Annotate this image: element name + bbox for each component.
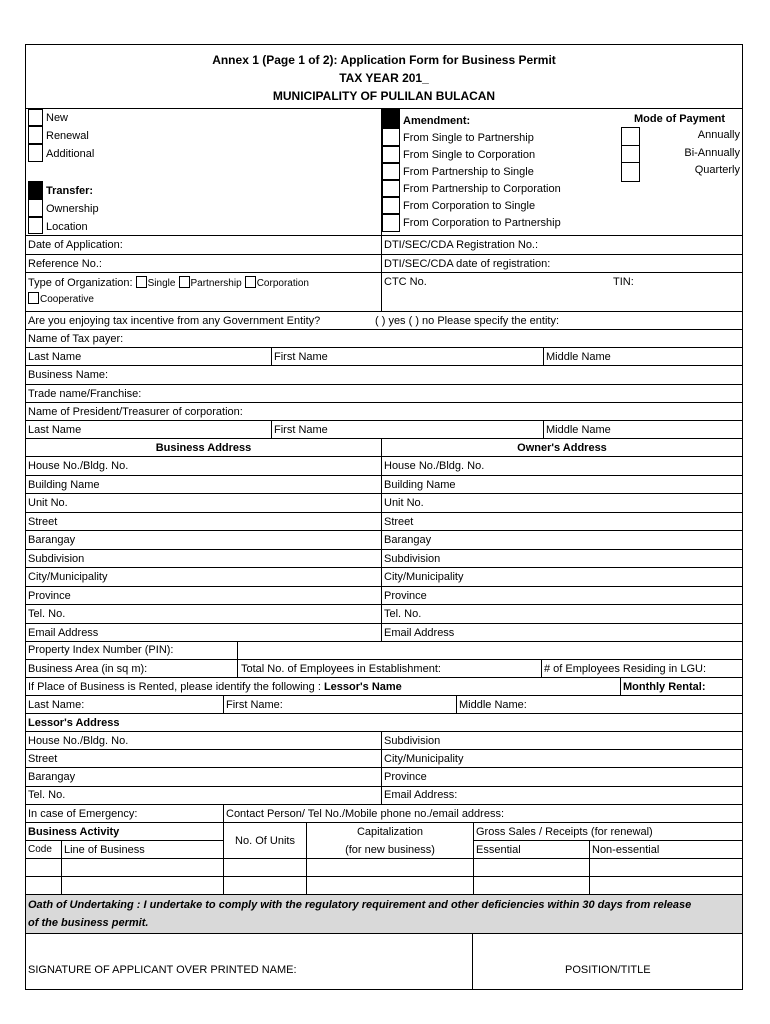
payment-title: Mode of Payment <box>634 113 726 125</box>
owner-address-field: Unit No. <box>384 497 424 509</box>
date-of-application-label: Date of Application: <box>28 239 123 251</box>
owner-address-field: Province <box>384 589 427 602</box>
oath-text-2: of the business permit. <box>28 917 149 929</box>
business-address-field: City/Municipality <box>28 571 108 583</box>
lessor-subdivision-label: Subdivision <box>384 735 441 747</box>
oath-separator: : <box>133 899 144 911</box>
taxpayer-middle-name-label: Middle Name <box>546 351 611 363</box>
org-cooperative <box>28 292 94 307</box>
taxpayer-last-name-label: Last Name <box>28 351 82 363</box>
amend-option: From Single to Corporation <box>403 149 536 161</box>
signature-applicant-label: SIGNATURE OF APPLICANT OVER PRINTED NAME: <box>28 964 297 976</box>
oath-label: Oath of Undertaking <box>28 899 134 911</box>
business-address-field: Building Name <box>28 478 100 491</box>
lessor-email-label: Email Address: <box>384 789 458 801</box>
president-first-name-label: First Name <box>274 424 328 436</box>
transfer-checkbox[interactable] <box>28 181 43 199</box>
tax-incentive-question: Are you enjoying tax incentive from any Government Entity? <box>28 315 321 327</box>
tax-year: TAX YEAR 201_ <box>339 71 429 85</box>
type-of-organization <box>28 276 309 291</box>
renewal-checkbox[interactable] <box>28 126 43 144</box>
lessor-address-title: Lessor's Address <box>28 717 120 729</box>
business-address-field: Barangay <box>28 534 76 546</box>
oath-line-1 <box>28 898 691 912</box>
oath-text-1: I undertake to comply with the regulatory requirement and other deficiencies within 30 days from release <box>143 899 692 911</box>
owner-address-field: House No./Bldg. No. <box>384 460 485 472</box>
pin-label: Property Index Number (PIN): <box>28 644 174 656</box>
business-address-title: Business Address <box>155 442 252 454</box>
additional-label: Additional <box>46 148 95 160</box>
president-middle-name-label: Middle Name <box>546 424 611 436</box>
address-row-divider <box>26 512 742 513</box>
essential-header: Essential <box>476 844 521 856</box>
total-employees-label: Total No. of Employees in Establishment: <box>241 663 441 675</box>
form-title: Annex 1 (Page 1 of 2): Application Form for Business Permit <box>212 53 556 67</box>
owner-address-field: Email Address <box>384 626 455 639</box>
units-header: No. Of Units <box>235 835 295 847</box>
tax-incentive-options: ( ) yes ( ) no Please specify the entity: <box>375 315 560 327</box>
address-row-divider <box>26 604 742 605</box>
trade-name-label: Trade name/Franchise: <box>28 388 142 400</box>
rented-question-text: If Place of Business is Rented, please identify the following : <box>28 681 321 693</box>
org-partnership-checkbox[interactable] <box>179 276 190 288</box>
president-name-label: Name of President/Treasurer of corporation: <box>28 406 243 418</box>
business-address-field: Street <box>28 515 58 528</box>
amend-option: From Partnership to Single <box>403 166 534 178</box>
owner-address-title: Owner's Address <box>517 442 607 454</box>
municipality-name: MUNICIPALITY OF PULILAN BULACAN <box>272 89 496 103</box>
location-checkbox[interactable] <box>28 217 43 234</box>
address-row-divider <box>26 475 742 476</box>
location-label: Location <box>46 221 88 233</box>
org-corporation-checkbox[interactable] <box>245 276 256 288</box>
transfer-label: Transfer: <box>46 185 94 197</box>
business-address-field: House No./Bldg. No. <box>28 460 129 472</box>
tin-label: TIN: <box>613 276 634 288</box>
org-partnership-label: Partnership <box>190 278 242 289</box>
address-row-divider <box>26 549 742 550</box>
amend-corporation-partnership-checkbox[interactable] <box>382 214 400 232</box>
amendment-checkbox[interactable] <box>382 109 400 128</box>
amend-single-corporation-checkbox[interactable] <box>382 146 400 163</box>
address-row-divider <box>26 641 742 642</box>
reference-no-label: Reference No.: <box>28 258 102 270</box>
new-checkbox[interactable] <box>28 109 43 126</box>
lessor-city-label: City/Municipality <box>384 753 464 765</box>
lessor-first-name-label: First Name: <box>226 699 283 711</box>
president-last-name-label: Last Name <box>28 424 82 436</box>
amend-partnership-corporation-checkbox[interactable] <box>382 180 400 197</box>
owner-address-field: Tel. No. <box>384 608 422 620</box>
renewal-label: Renewal <box>46 130 89 142</box>
amend-option: From Single to Partnership <box>403 132 534 144</box>
address-row-divider <box>26 493 742 494</box>
lessor-tel-label: Tel. No. <box>28 789 66 801</box>
amend-single-partnership-checkbox[interactable] <box>382 128 400 146</box>
annually-label: Annually <box>697 129 740 141</box>
address-row-divider <box>26 567 742 568</box>
amend-option: From Partnership to Corporation <box>403 183 561 195</box>
business-address-field: Unit No. <box>28 497 68 509</box>
employees-lgu-label: # of Employees Residing in LGU: <box>544 663 707 675</box>
address-row-divider <box>26 530 742 531</box>
owner-address-field: Barangay <box>384 534 432 546</box>
lessor-last-name-label: Last Name: <box>28 699 85 711</box>
taxpayer-name-label: Name of Tax payer: <box>28 333 124 345</box>
address-row-divider <box>26 623 742 624</box>
additional-checkbox[interactable] <box>28 144 43 162</box>
business-address-field: Province <box>28 589 71 602</box>
lessor-middle-name-label: Middle Name: <box>459 699 527 711</box>
ownership-checkbox[interactable] <box>28 199 43 217</box>
owner-address-field: Subdivision <box>384 552 441 565</box>
capitalization-sub: (for new business) <box>345 844 435 856</box>
monthly-rental-label: Monthly Rental: <box>623 681 706 693</box>
business-area-label: Business Area (in sq m): <box>28 663 148 675</box>
business-address-field: Email Address <box>28 626 99 639</box>
amend-corporation-single-checkbox[interactable] <box>382 197 400 214</box>
position-title-label: POSITION/TITLE <box>565 964 651 976</box>
lessor-house-no-label: House No./Bldg. No. <box>28 735 129 747</box>
quarterly-label: Quarterly <box>694 164 740 176</box>
org-cooperative-checkbox[interactable] <box>28 292 39 304</box>
ctc-no-label: CTC No. <box>384 276 427 288</box>
annually-checkbox[interactable] <box>621 127 640 147</box>
owner-address-field: City/Municipality <box>384 571 464 583</box>
quarterly-checkbox[interactable] <box>621 162 640 182</box>
capitalization-header: Capitalization <box>356 826 424 838</box>
org-single-label: Single <box>147 278 176 289</box>
line-of-business-header: Line of Business <box>64 844 145 856</box>
lessor-province-label: Province <box>384 771 427 783</box>
lessor-barangay-label: Barangay <box>28 771 76 783</box>
amend-option: From Corporation to Partnership <box>403 217 561 229</box>
org-single-checkbox[interactable] <box>136 276 147 288</box>
lessor-name-label: Lessor's Name <box>323 681 402 693</box>
emergency-label: In case of Emergency: <box>28 808 138 820</box>
amendment-title: Amendment: <box>403 115 471 127</box>
dti-date-label: DTI/SEC/CDA date of registration: <box>384 258 551 270</box>
org-cooperative-label: Cooperative <box>40 294 94 305</box>
non-essential-header: Non-essential <box>592 844 660 856</box>
business-permit-form <box>25 44 743 990</box>
taxpayer-first-name-label: First Name <box>274 351 328 363</box>
contact-person-label: Contact Person/ Tel No./Mobile phone no./email address: <box>226 808 505 820</box>
amend-partnership-single-checkbox[interactable] <box>382 163 400 180</box>
address-row-divider <box>26 586 742 587</box>
ownership-label: Ownership <box>46 203 99 215</box>
business-name-label: Business Name: <box>28 369 109 381</box>
new-label: New <box>46 112 69 124</box>
business-address-field: Tel. No. <box>28 608 66 620</box>
rented-question <box>28 680 402 694</box>
owner-address-field: Street <box>384 515 414 528</box>
code-header: Code <box>28 844 52 855</box>
business-activity-title: Business Activity <box>28 826 120 838</box>
dti-registration-label: DTI/SEC/CDA Registration No.: <box>384 239 539 251</box>
type-of-organization-label: Type of Organization: <box>28 277 133 289</box>
amend-option: From Corporation to Single <box>403 200 536 212</box>
lessor-street-label: Street <box>28 753 58 765</box>
owner-address-field: Building Name <box>384 478 456 491</box>
business-address-field: Subdivision <box>28 552 85 565</box>
bi-annually-label: Bi-Annually <box>684 147 740 159</box>
gross-sales-header: Gross Sales / Receipts (for renewal) <box>476 826 653 838</box>
org-corporation-label: Corporation <box>256 278 309 289</box>
